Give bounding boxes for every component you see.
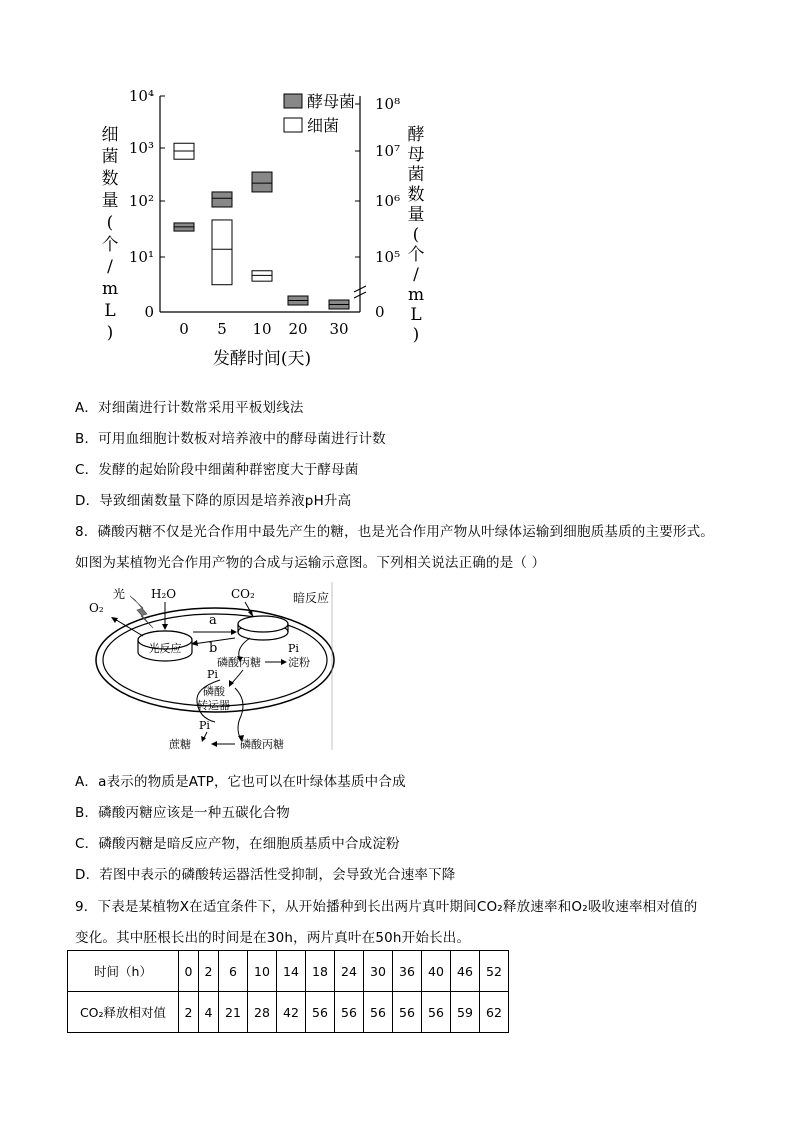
q8-option-a: A．a表示的物质是ATP，它也可以在叶绿体基质中合成	[75, 774, 406, 790]
bacteria-box	[212, 220, 232, 285]
left-tick-label: 10³	[128, 139, 154, 157]
left-axis-label-char: 量	[101, 191, 119, 211]
q8-option-c: C．磷酸丙糖是暗反应产物，在细胞质基质中合成淀粉	[75, 836, 400, 852]
right-tick-label: 10⁶	[375, 192, 401, 210]
left-axis-label-char: 个	[101, 235, 119, 255]
q7-option-c: C．发酵的起始阶段中细菌种群密度大于酵母菌	[75, 462, 359, 478]
q8-option-d: D．若图中表示的磷酸转运器活性受抑制，会导致光合速率下降	[75, 867, 456, 883]
left-axis-label-char: 菌	[101, 147, 119, 167]
table-cell: 59	[451, 992, 480, 1033]
left-axis-label-char: 细	[101, 125, 119, 145]
table-cell: 30	[364, 951, 393, 992]
light-label: 光	[113, 587, 126, 601]
left-axis-label-char: L	[104, 301, 116, 321]
table-row	[68, 951, 509, 992]
co2-label: CO₂	[231, 587, 255, 601]
x-tick-label: 5	[217, 320, 227, 338]
pi-stroma-label: Pi	[288, 642, 299, 655]
b-label: b	[209, 641, 218, 656]
table-cell: 56	[422, 992, 451, 1033]
table-cell: 62	[480, 992, 509, 1033]
q8-option-b: B．磷酸丙糖应该是一种五碳化合物	[75, 805, 290, 821]
q7-option-b: B．可用血细胞计数板对培养液中的酵母菌进行计数	[75, 431, 386, 447]
x-axis-label: 发酵时间(天)	[212, 349, 312, 369]
q9-stem-line1: 9．下表是某植物X在适宜条件下，从开始播种到长出两片真叶期间CO₂释放速率和O₂吸收速率相对值的	[75, 899, 698, 915]
left-axis-label-char: (	[106, 213, 114, 233]
x-tick-label: 20	[288, 320, 308, 338]
table-cell: 56	[306, 992, 335, 1033]
q8-stem-line1: 8．磷酸丙糖不仅是光合作用中最先产生的糖，也是光合作用产物从叶绿体运输到细胞质基质的主要形式。	[75, 524, 714, 540]
table-cell: 2	[179, 992, 199, 1033]
x-tick-label: 0	[179, 320, 189, 338]
right-tick-label: 10⁷	[375, 142, 401, 160]
table-cell: 36	[393, 951, 422, 992]
table-cell: 10	[248, 951, 277, 992]
legend-swatch-yeast	[284, 94, 302, 108]
right-axis-label-char: m	[407, 285, 425, 305]
yeast-box	[212, 192, 232, 207]
table-cell: 46	[451, 951, 480, 992]
table-cell: 28	[248, 992, 277, 1033]
left-tick-label: 10²	[128, 192, 154, 210]
x-tick-label: 30	[329, 320, 349, 338]
right-axis-label-char: 数	[407, 185, 425, 205]
table-header-time: 时间（h）	[68, 951, 179, 992]
left-tick-label: 10¹	[128, 248, 154, 266]
table-cell: 0	[179, 951, 199, 992]
o2-label: O₂	[89, 601, 104, 615]
right-axis-label-char: (	[412, 225, 420, 245]
yeast-box	[252, 172, 272, 192]
light-reaction-label: 光反应	[148, 642, 182, 655]
a-label: a	[209, 613, 217, 628]
sucrose-label: 蔗糖	[169, 738, 191, 751]
starch-label: 淀粉	[288, 656, 310, 669]
right-axis-label-char: 母	[407, 145, 425, 165]
table-cell: 42	[277, 992, 306, 1033]
right-axis-label-char: 个	[407, 245, 425, 265]
legend-label-yeast: 酵母菌	[307, 92, 356, 111]
left-tick-label: 0	[144, 303, 154, 321]
table-cell: 18	[306, 951, 335, 992]
water-label: H₂O	[151, 587, 177, 601]
pi-transport-label: Pi	[207, 668, 218, 681]
x-tick-label: 10	[252, 320, 272, 338]
left-axis-label-char: )	[106, 323, 114, 343]
right-tick-label: 10⁸	[375, 95, 401, 113]
right-axis-label-char: 菌	[407, 165, 425, 185]
table-row	[68, 992, 509, 1033]
q7-option-a: A．对细菌进行计数常采用平板划线法	[75, 400, 304, 416]
legend-label-bacteria: 细菌	[307, 116, 340, 135]
right-tick-label: 10⁵	[375, 248, 401, 266]
table-cell: 6	[219, 951, 248, 992]
right-axis-label-char: 量	[407, 205, 425, 225]
q7-option-d: D．导致细菌数量下降的原因是培养液pH升高	[75, 493, 352, 509]
data-table	[67, 950, 509, 1033]
table-header-co2: CO₂释放相对值	[68, 992, 179, 1033]
left-axis-label-char: m	[101, 279, 119, 299]
left-axis-label-char: 数	[101, 169, 119, 189]
transporter-label-2: 转运器	[197, 699, 230, 712]
right-axis-label-char: 酵	[407, 125, 425, 145]
dark-reaction-label: 暗反应	[293, 591, 330, 605]
legend-swatch-bacteria	[284, 118, 302, 132]
table-cell: 2	[199, 951, 219, 992]
right-axis-label-char: L	[410, 305, 422, 325]
right-tick-label: 0	[375, 303, 385, 321]
left-tick-label: 10⁴	[128, 87, 154, 105]
table-cell: 40	[422, 951, 451, 992]
bacteria-box	[252, 271, 272, 281]
q9-stem-line2: 变化。其中胚根长出的时间是在30h，两片真叶在50h开始长出。	[75, 930, 471, 946]
table-cell: 56	[393, 992, 422, 1033]
transporter-label-1: 磷酸	[203, 685, 225, 698]
triose-phosphate-cytosol: 磷酸丙糖	[240, 738, 284, 751]
right-axis-label-char: )	[412, 325, 420, 345]
table-cell: 52	[480, 951, 509, 992]
left-axis-label-char: /	[107, 257, 113, 277]
triose-phosphate-stroma: 磷酸丙糖	[217, 656, 261, 669]
table-cell: 4	[199, 992, 219, 1033]
right-axis-label-char: /	[413, 265, 419, 285]
photosynthesis-diagram	[85, 580, 345, 755]
table-cell: 56	[335, 992, 364, 1033]
dark-reaction-disc-top	[238, 616, 288, 632]
table-cell: 21	[219, 992, 248, 1033]
pi-cytosol-label: Pi	[199, 719, 210, 732]
table-cell: 24	[335, 951, 364, 992]
q8-stem-line2: 如图为某植物光合作用产物的合成与运输示意图。下列相关说法正确的是（ ）	[75, 555, 546, 571]
table-cell: 56	[364, 992, 393, 1033]
table-cell: 14	[277, 951, 306, 992]
